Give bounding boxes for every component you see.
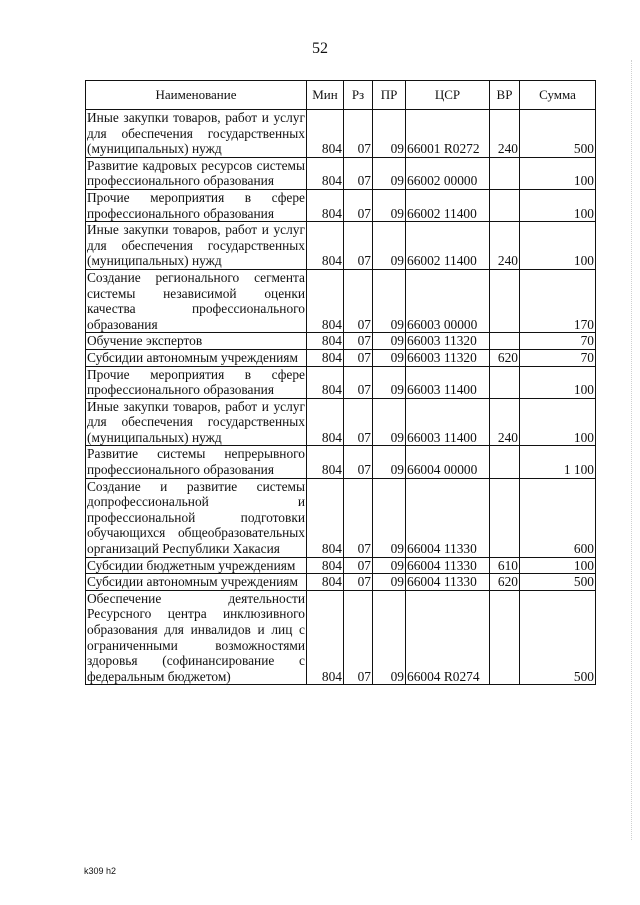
cell-name: Обеспечение деятельности Ресурсного центра инклюзивного образования для инвалидов и лиц с ограниченными возможностями здоровья (софинансирование с федеральным бюджетом): [87, 590, 305, 684]
cell-rz: 07: [344, 590, 373, 685]
cell-min: 804: [307, 398, 344, 446]
cell-csr: 66004 11330: [406, 574, 490, 591]
cell-pr: 09: [373, 110, 406, 158]
cell-min: 804: [307, 222, 344, 270]
cell-min: 804: [307, 574, 344, 591]
scan-edge-artifact: [630, 60, 632, 840]
cell-min: 804: [307, 269, 344, 332]
cell-name: Прочие мероприятия в сфере профессионального образования: [87, 366, 305, 398]
cell-sum: 100: [520, 189, 596, 221]
cell-pr: 09: [373, 478, 406, 557]
cell-min: 804: [307, 446, 344, 478]
cell-name: Иные закупки товаров, работ и услуг для обеспечения государственных (муниципальных) нужд: [87, 110, 305, 157]
table-row: [86, 157, 596, 189]
cell-pr: 09: [373, 446, 406, 478]
cell-pr: 09: [373, 574, 406, 591]
cell-rz: 07: [344, 557, 373, 574]
cell-vr: [490, 590, 520, 685]
cell-sum: 600: [520, 478, 596, 557]
table-row: [86, 110, 596, 158]
cell-pr: 09: [373, 269, 406, 332]
cell-csr: 66004 11330: [406, 478, 490, 557]
table-row: [86, 189, 596, 221]
cell-pr: 09: [373, 366, 406, 398]
cell-csr: 66003 11320: [406, 349, 490, 366]
cell-vr: 240: [490, 398, 520, 446]
cell-rz: 07: [344, 222, 373, 270]
cell-name: Развитие системы непрерывного профессионального образования: [87, 446, 305, 478]
cell-name: Прочие мероприятия в сфере профессионального образования: [87, 189, 305, 221]
table-row: [86, 222, 596, 270]
header-pr: ПР: [373, 81, 406, 110]
cell-pr: 09: [373, 590, 406, 685]
cell-vr: [490, 157, 520, 189]
cell-sum: 100: [520, 398, 596, 446]
table-row: [86, 590, 596, 685]
table-row: [86, 398, 596, 446]
cell-sum: 170: [520, 269, 596, 332]
header-rz: Рз: [344, 81, 373, 110]
cell-name: Обучение экспертов: [86, 333, 307, 350]
cell-rz: 07: [344, 269, 373, 332]
cell-vr: [490, 189, 520, 221]
cell-name: Субсидии бюджетным учреждениям: [86, 557, 307, 574]
cell-vr: [490, 366, 520, 398]
cell-vr: 610: [490, 557, 520, 574]
cell-rz: 07: [344, 333, 373, 350]
header-sum: Сумма: [520, 81, 596, 110]
cell-min: 804: [307, 189, 344, 221]
cell-rz: 07: [344, 398, 373, 446]
cell-name: Субсидии автономным учреждениям: [86, 574, 307, 591]
cell-min: 804: [307, 110, 344, 158]
cell-csr: 66002 11400: [406, 222, 490, 270]
cell-csr: 66003 00000: [406, 269, 490, 332]
cell-name: Иные закупки товаров, работ и услуг для обеспечения государственных (муниципальных) нужд: [87, 398, 305, 445]
cell-csr: 66004 R0274: [406, 590, 490, 685]
cell-pr: 09: [373, 189, 406, 221]
header-vr: ВР: [490, 81, 520, 110]
cell-pr: 09: [373, 333, 406, 350]
cell-name: Иные закупки товаров, работ и услуг для обеспечения государственных (муниципальных) нужд: [87, 222, 305, 269]
cell-min: 804: [307, 349, 344, 366]
header-min: Мин: [307, 81, 344, 110]
cell-rz: 07: [344, 574, 373, 591]
table-row: [86, 446, 596, 478]
table-row: [86, 557, 596, 574]
cell-rz: 07: [344, 366, 373, 398]
cell-name: Создание и развитие системы допрофессиональной и профессиональной подготовки обучающихся общеобразовательных организаций Республики Хакасия: [87, 478, 305, 557]
table-row: [86, 349, 596, 366]
cell-name: Субсидии автономным учреждениям: [86, 349, 307, 366]
cell-rz: 07: [344, 110, 373, 158]
cell-rz: 07: [344, 446, 373, 478]
cell-sum: 100: [520, 222, 596, 270]
cell-sum: 500: [520, 590, 596, 685]
cell-rz: 07: [344, 478, 373, 557]
header-name: Наименование: [86, 81, 307, 110]
cell-csr: 66004 11330: [406, 557, 490, 574]
cell-sum: 70: [520, 333, 596, 350]
cell-min: 804: [307, 157, 344, 189]
cell-csr: 66002 11400: [406, 189, 490, 221]
cell-vr: 620: [490, 574, 520, 591]
table-row: [86, 269, 596, 332]
cell-min: 804: [307, 366, 344, 398]
cell-min: 804: [307, 333, 344, 350]
cell-vr: 240: [490, 222, 520, 270]
cell-min: 804: [307, 557, 344, 574]
cell-name: Развитие кадровых ресурсов системы профессионального образования: [87, 157, 305, 189]
table-row: [86, 366, 596, 398]
budget-table: [85, 80, 596, 685]
table-row: [86, 333, 596, 350]
cell-csr: 66001 R0272: [406, 110, 490, 158]
cell-sum: 500: [520, 110, 596, 158]
cell-min: 804: [307, 478, 344, 557]
table-row: [86, 478, 596, 557]
cell-vr: [490, 269, 520, 332]
cell-sum: 100: [520, 157, 596, 189]
cell-vr: 240: [490, 110, 520, 158]
cell-rz: 07: [344, 349, 373, 366]
cell-rz: 07: [344, 157, 373, 189]
cell-pr: 09: [373, 157, 406, 189]
cell-sum: 100: [520, 557, 596, 574]
header-csr: ЦСР: [406, 81, 490, 110]
cell-pr: 09: [373, 398, 406, 446]
cell-csr: 66004 00000: [406, 446, 490, 478]
cell-vr: [490, 446, 520, 478]
cell-vr: [490, 478, 520, 557]
cell-sum: 1 100: [520, 446, 596, 478]
table-row: [86, 574, 596, 591]
cell-pr: 09: [373, 222, 406, 270]
page-number: 52: [312, 40, 328, 57]
cell-csr: 66003 11400: [406, 398, 490, 446]
footer-code: k309 h2: [84, 866, 117, 876]
cell-csr: 66003 11320: [406, 333, 490, 350]
cell-name: Создание регионального сегмента системы независимой оценки качества профессионального образования: [87, 269, 305, 332]
cell-sum: 100: [520, 366, 596, 398]
header-row: [86, 81, 596, 110]
cell-csr: 66003 11400: [406, 366, 490, 398]
cell-vr: 620: [490, 349, 520, 366]
cell-vr: [490, 333, 520, 350]
cell-pr: 09: [373, 349, 406, 366]
cell-rz: 07: [344, 189, 373, 221]
cell-sum: 70: [520, 349, 596, 366]
cell-pr: 09: [373, 557, 406, 574]
cell-csr: 66002 00000: [406, 157, 490, 189]
cell-min: 804: [307, 590, 344, 685]
cell-sum: 500: [520, 574, 596, 591]
